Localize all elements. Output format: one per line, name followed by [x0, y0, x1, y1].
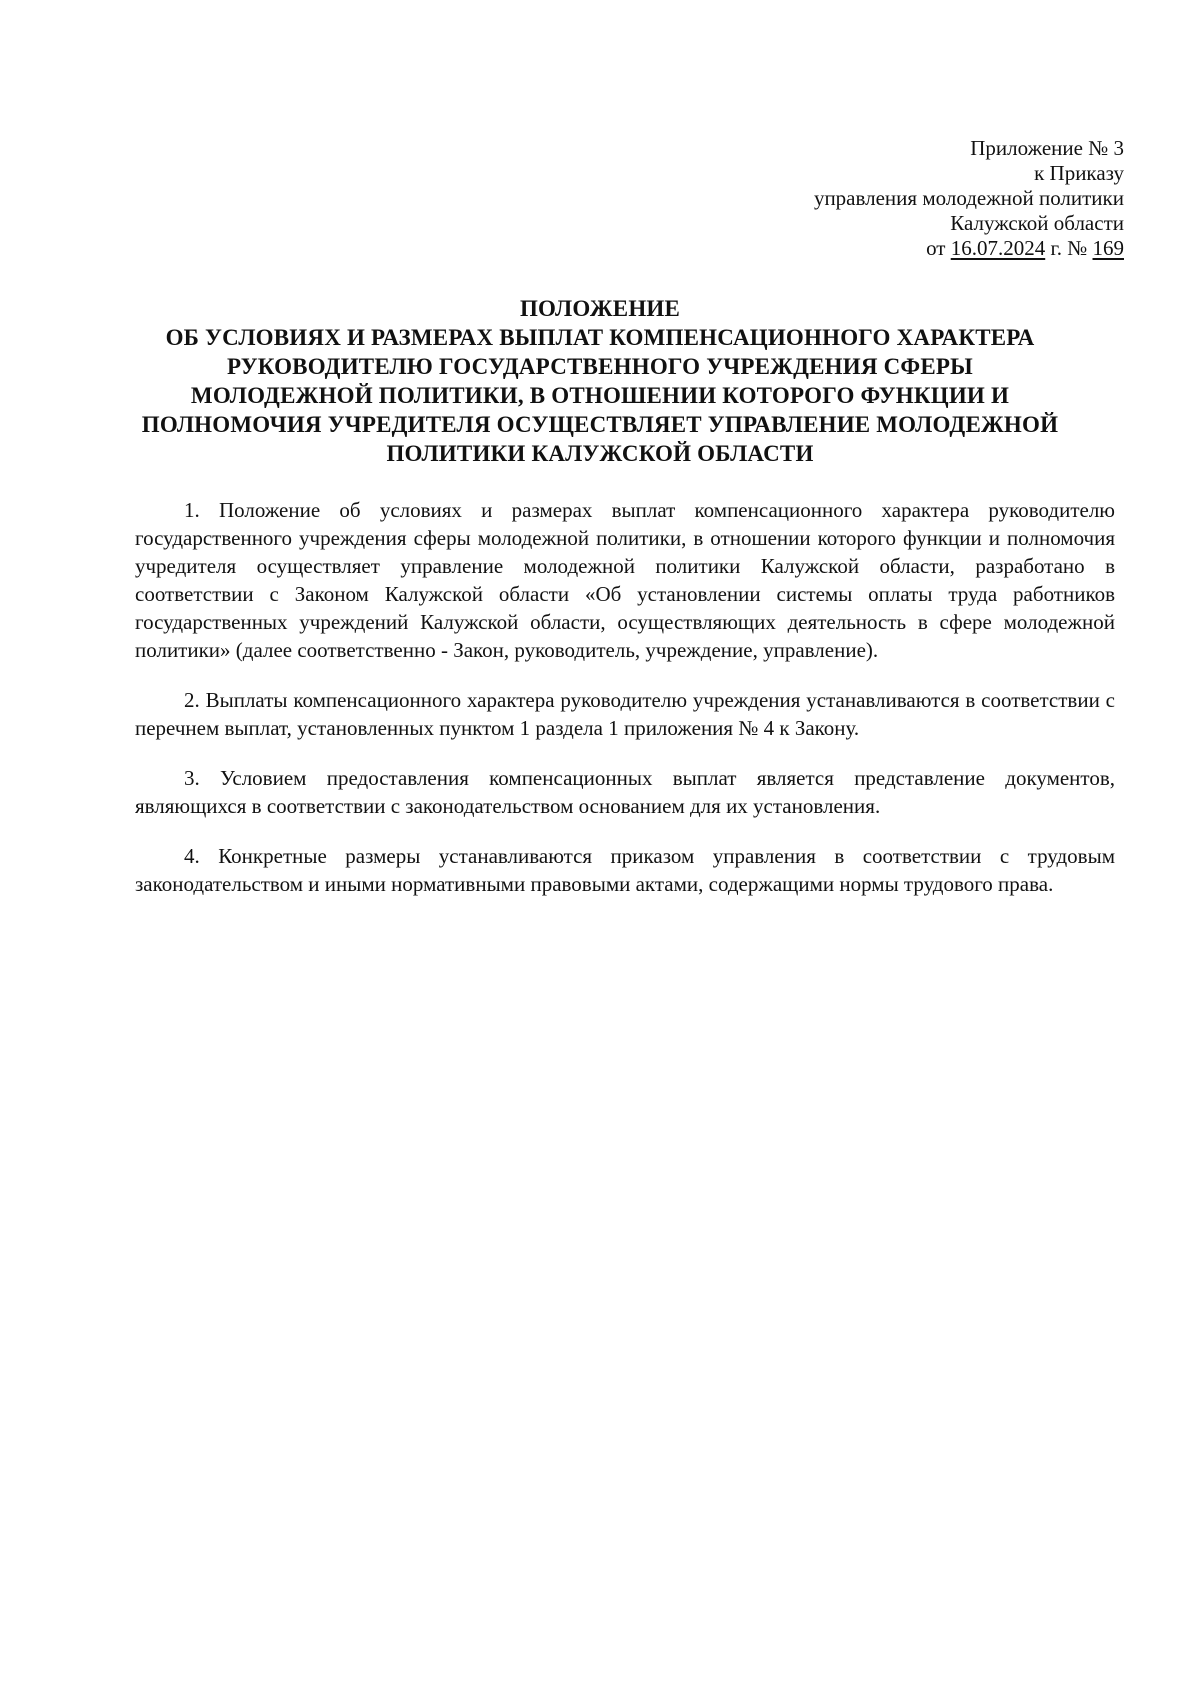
paragraph-1: 1. Положение об условиях и размерах выплат компенсационного характера руководителю государственного учреждения сферы молодежной политики, в отношении которого функции и полномочия учредителя осуществляет управление молодежной политики Калужской области, разработано в соответствии с Законом Калужской области «Об установлении системы оплаты труда работников государственных учреждений Калужской области, осуществляющих деятельность в сфере молодежной политики» (далее соответственно - Закон, руководитель, учреждение, управление).: [135, 498, 1115, 662]
order-reference: к Приказу: [1034, 161, 1124, 185]
date-prefix: от: [926, 236, 951, 260]
issuing-region: Калужской области: [950, 211, 1124, 235]
document-title: [120, 294, 1080, 468]
number-prefix: г. №: [1045, 236, 1093, 260]
order-number: 169: [1092, 236, 1124, 260]
title-line-6: ПОЛИТИКИ КАЛУЖСКОЙ ОБЛАСТИ: [386, 441, 814, 466]
paragraph-2: 2. Выплаты компенсационного характера руководителю учреждения устанавливаются в соответствии с перечнем выплат, установленных пунктом 1 раздела 1 приложения № 4 к Закону.: [135, 688, 1115, 740]
appendix-number: Приложение № 3: [970, 136, 1124, 160]
order-date-number: [814, 236, 1124, 261]
title-line-5: ПОЛНОМОЧИЯ УЧРЕДИТЕЛЯ ОСУЩЕСТВЛЯЕТ УПРАВЛЕНИЕ МОЛОДЕЖНОЙ: [141, 412, 1059, 437]
title-line-4: МОЛОДЕЖНОЙ ПОЛИТИКИ, В ОТНОШЕНИИ КОТОРОГО ФУНКЦИИ И: [190, 383, 1010, 408]
issuing-department: управления молодежной политики: [813, 186, 1124, 210]
order-date: 16.07.2024: [950, 236, 1046, 260]
paragraph-3: 3. Условием предоставления компенсационных выплат является представление документов, являющихся в соответствии с законодательством основанием для их установления.: [135, 766, 1115, 818]
paragraph-4: 4. Конкретные размеры устанавливаются приказом управления в соответствии с трудовым законодательством и иными нормативными правовыми актами, содержащими нормы трудового права.: [135, 844, 1115, 896]
title-line-3: РУКОВОДИТЕЛЮ ГОСУДАРСТВЕННОГО УЧРЕЖДЕНИЯ СФЕРЫ: [227, 354, 973, 379]
document-body: [135, 496, 1115, 920]
title-line-1: ПОЛОЖЕНИЕ: [519, 296, 681, 321]
approval-header: [814, 136, 1124, 261]
title-line-2: ОБ УСЛОВИЯХ И РАЗМЕРАХ ВЫПЛАТ КОМПЕНСАЦИОННОГО ХАРАКТЕРА: [165, 325, 1035, 350]
